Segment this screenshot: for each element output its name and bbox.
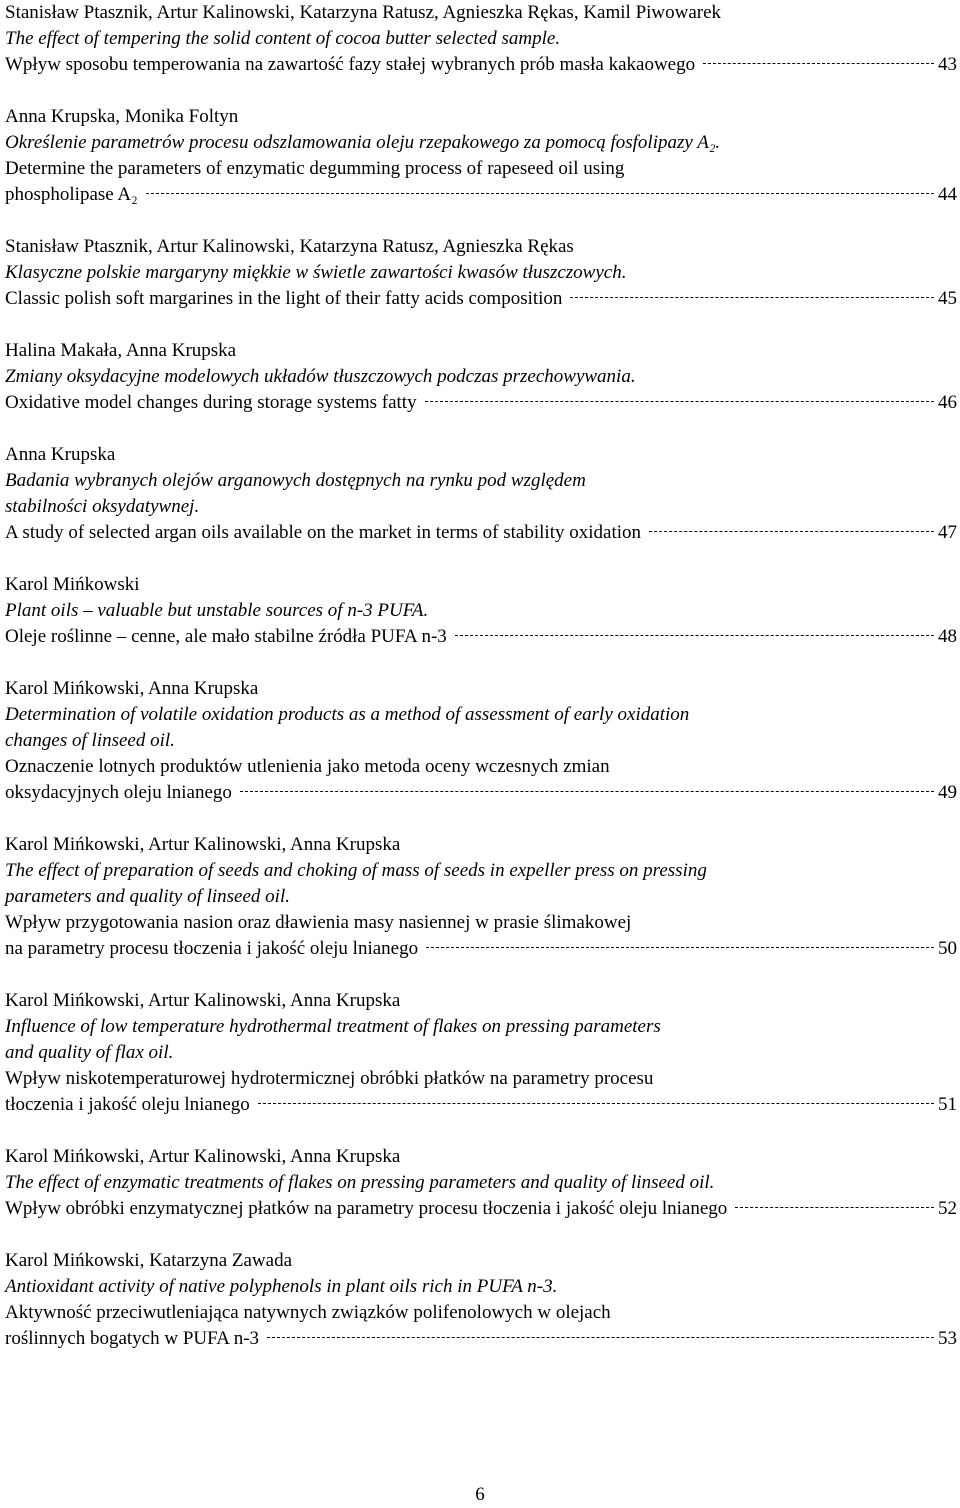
- entry-title-line: Wpływ niskotemperaturowej hydrotermicznej obróbki płatków na parametry procesu: [5, 1068, 654, 1089]
- entry-title-leader-line: [5, 286, 957, 312]
- entry-page-number: 50: [938, 938, 957, 959]
- entry-title-italic: Określenie parametrów procesu odszlamowania oleju rzepakowego za pomocą fosfolipazy A₂.: [5, 132, 721, 153]
- toc-entry: [5, 988, 957, 1118]
- entry-title-leader-line: [5, 520, 957, 546]
- entry-title-italic: Klasyczne polskie margaryny miękkie w świetle zawartości kwasów tłuszczowych.: [5, 262, 627, 283]
- entry-title-italic: Antioxidant activity of native polyphenols in plant oils rich in PUFA n-3.: [5, 1276, 558, 1297]
- entry-spacer: [5, 806, 957, 832]
- entry-title-line: Oznaczenie lotnych produktów utlenienia jako metoda oceny wczesnych zmian: [5, 756, 610, 777]
- entry-title-last-line: Wpływ obróbki enzymatycznej płatków na parametry procesu tłoczenia i jakość oleju lnianego: [5, 1198, 728, 1219]
- entry-spacer: [5, 312, 957, 338]
- entry-title-last-line: roślinnych bogatych w PUFA n-3: [5, 1328, 260, 1349]
- entry-title-leader-line: [5, 1326, 957, 1352]
- entry-title-leader-line: [5, 624, 957, 650]
- entry-page-number: 44: [938, 184, 957, 205]
- entry-title-line: Aktywność przeciwutleniająca natywnych związków polifenolowych w olejach: [5, 1302, 611, 1323]
- toc-entry: [5, 832, 957, 962]
- entry-title-last-line: Wpływ sposobu temperowania na zawartość fazy stałej wybranych prób masła kakaowego: [5, 54, 696, 75]
- entry-page-number: 46: [938, 392, 957, 413]
- dot-leader: [570, 297, 934, 298]
- entry-spacer: [5, 1222, 957, 1248]
- dot-leader: [425, 401, 934, 402]
- entry-title-italic: Badania wybranych olejów arganowych dostępnych na rynku pod względem: [5, 470, 586, 491]
- entry-title-italic: Influence of low temperature hydrothermal treatment of flakes on pressing parameters: [5, 1016, 661, 1037]
- toc-entry: [5, 104, 957, 208]
- entry-title-leader-line: [5, 1092, 957, 1118]
- dot-leader: [455, 635, 934, 636]
- toc-entry: [5, 572, 957, 650]
- entry-title-leader-line: [5, 780, 957, 806]
- dot-leader: [649, 531, 934, 532]
- dot-leader: [426, 947, 934, 948]
- toc-entry: [5, 338, 957, 416]
- entry-page-number: 52: [938, 1198, 957, 1219]
- entry-authors: Anna Krupska, Monika Foltyn: [5, 106, 239, 127]
- entry-title-last-line: Oleje roślinne – cenne, ale mało stabilne źródła PUFA n-3: [5, 626, 447, 647]
- entry-spacer: [5, 1118, 957, 1144]
- entry-authors: Karol Mińkowski: [5, 574, 140, 595]
- entry-title-italic: stabilności oksydatywnej.: [5, 496, 200, 517]
- entry-title-last-line: oksydacyjnych oleju lnianego: [5, 782, 232, 803]
- toc-entry: [5, 676, 957, 806]
- entry-title-italic: changes of linseed oil.: [5, 730, 175, 751]
- entry-title-italic: and quality of flax oil.: [5, 1042, 174, 1063]
- entry-spacer: [5, 546, 957, 572]
- entry-title-italic: Determination of volatile oxidation products as a method of assessment of early oxidation: [5, 704, 690, 725]
- entry-spacer: [5, 416, 957, 442]
- dot-leader: [240, 791, 934, 792]
- entry-authors: Stanisław Ptasznik, Artur Kalinowski, Katarzyna Ratusz, Agnieszka Rękas: [5, 236, 574, 257]
- page-number: 6: [475, 1484, 485, 1505]
- entry-page-number: 43: [938, 54, 957, 75]
- entry-page-number: 48: [938, 626, 957, 647]
- dot-leader: [146, 193, 934, 194]
- entry-title-italic: The effect of preparation of seeds and choking of mass of seeds in expeller press on pressing: [5, 860, 707, 881]
- entry-page-number: 53: [938, 1328, 957, 1349]
- entry-authors: Halina Makała, Anna Krupska: [5, 340, 237, 361]
- entry-title-italic: Zmiany oksydacyjne modelowych układów tłuszczowych podczas przechowywania.: [5, 366, 636, 387]
- entry-title-line: Wpływ przygotowania nasion oraz dławienia masy nasiennej w prasie ślimakowej: [5, 912, 632, 933]
- toc-entry: [5, 0, 957, 78]
- entry-authors: Karol Mińkowski, Artur Kalinowski, Anna Krupska: [5, 834, 401, 855]
- entry-title-leader-line: [5, 936, 957, 962]
- table-of-contents: [5, 0, 957, 1352]
- dot-leader: [703, 63, 934, 64]
- toc-entry: [5, 234, 957, 312]
- entry-title-italic: parameters and quality of linseed oil.: [5, 886, 290, 907]
- entry-page-number: 45: [938, 288, 957, 309]
- entry-title-leader-line: [5, 52, 957, 78]
- entry-title-last-line: Classic polish soft margarines in the light of their fatty acids composition: [5, 288, 563, 309]
- toc-entry: [5, 442, 957, 546]
- entry-page-number: 51: [938, 1094, 957, 1115]
- entry-title-line: Determine the parameters of enzymatic degumming process of rapeseed oil using: [5, 158, 625, 179]
- entry-title-last-line: phospholipase A₂: [5, 184, 138, 205]
- entry-authors: Karol Mińkowski, Katarzyna Zawada: [5, 1250, 293, 1271]
- entry-title-leader-line: [5, 182, 957, 208]
- entry-authors: Karol Mińkowski, Artur Kalinowski, Anna Krupska: [5, 990, 401, 1011]
- entry-title-leader-line: [5, 390, 957, 416]
- dot-leader: [735, 1207, 934, 1208]
- entry-title-last-line: tłoczenia i jakość oleju lnianego: [5, 1094, 250, 1115]
- entry-spacer: [5, 650, 957, 676]
- dot-leader: [267, 1337, 934, 1338]
- entry-spacer: [5, 78, 957, 104]
- dot-leader: [258, 1103, 934, 1104]
- toc-entry: [5, 1248, 957, 1352]
- entry-authors: Karol Mińkowski, Artur Kalinowski, Anna Krupska: [5, 1146, 401, 1167]
- entry-authors: Anna Krupska: [5, 444, 116, 465]
- entry-title-leader-line: [5, 1196, 957, 1222]
- entry-spacer: [5, 962, 957, 988]
- entry-authors: Karol Mińkowski, Anna Krupska: [5, 678, 259, 699]
- entry-title-last-line: A study of selected argan oils available on the market in terms of stability oxidation: [5, 522, 641, 543]
- entry-spacer: [5, 208, 957, 234]
- entry-title-last-line: na parametry procesu tłoczenia i jakość oleju lnianego: [5, 938, 419, 959]
- entry-title-last-line: Oxidative model changes during storage systems fatty: [5, 392, 417, 413]
- entry-title-italic: The effect of tempering the solid content of cocoa butter selected sample.: [5, 28, 561, 49]
- entry-page-number: 47: [938, 522, 957, 543]
- entry-title-italic: Plant oils – valuable but unstable sources of n-3 PUFA.: [5, 600, 429, 621]
- entry-authors: Stanisław Ptasznik, Artur Kalinowski, Katarzyna Ratusz, Agnieszka Rękas, Kamil Piwowarek: [5, 2, 722, 23]
- entry-page-number: 49: [938, 782, 957, 803]
- toc-entry: [5, 1144, 957, 1222]
- entry-title-italic: The effect of enzymatic treatments of flakes on pressing parameters and quality of linseed oil.: [5, 1172, 715, 1193]
